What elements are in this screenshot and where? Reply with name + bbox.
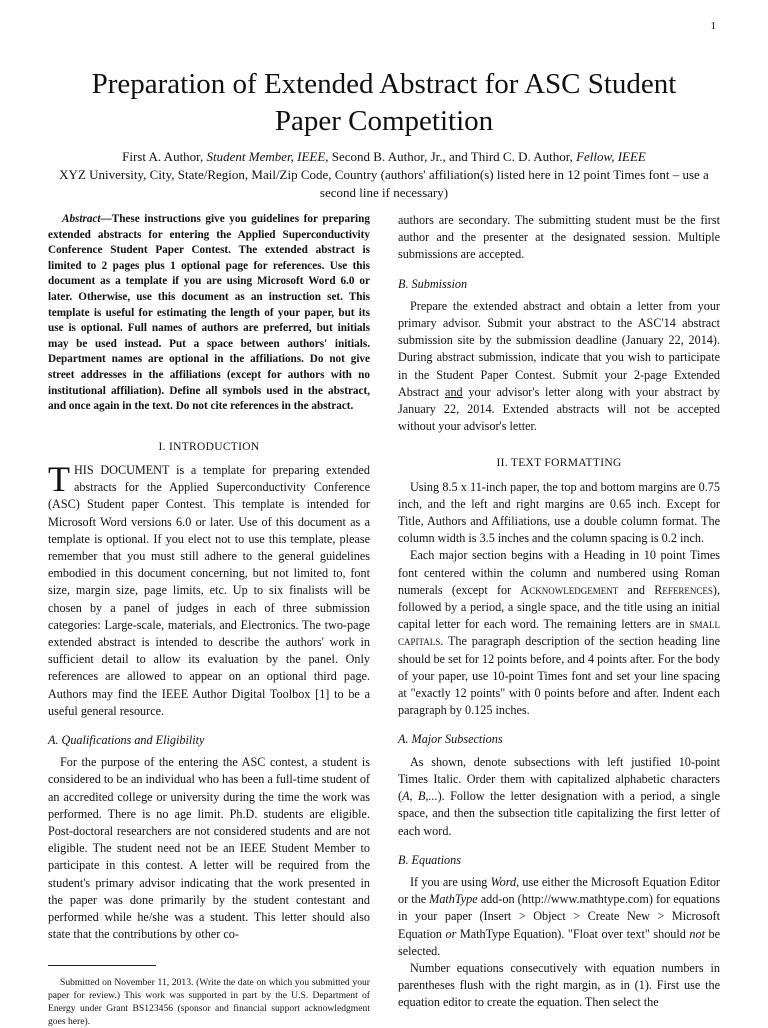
author-2-3: Second B. Author, Jr., and Third C. D. Author, <box>328 149 577 164</box>
left-column <box>48 212 370 1028</box>
intro-paragraph <box>48 458 370 720</box>
page-number: 1 <box>710 20 716 32</box>
intro-lead-caps: HIS DOCUMENT <box>74 462 170 477</box>
author-affiliation: XYZ University, City, State/Region, Mail/Zip Code, Country (authors' affiliation(s) listed here in 12 point Times font – use a second line if necessary) <box>59 167 709 200</box>
abstract <box>48 212 370 415</box>
footnote: Submitted on November 11, 2013. (Write the date on which you submitted your paper for review.) This work was supported in part by the U.S. Department of Energy under Grant BS123456 (sponsor and financial support acknowledgment goes here). <box>48 977 370 1028</box>
paper-title <box>60 66 708 140</box>
section-heading-text-formatting: II. TEXT FORMATTING <box>496 457 622 470</box>
underlined-and: and <box>445 384 463 399</box>
abstract-body: —These instructions give you guidelines for preparing extended abstracts for entering the Applied Superconductivity Conference Student Paper Contest. The extended abstract is limited to 2 pages plus 1 optional page for references. Use this document as a template if you are using Microsoft Word 6.0 or later. Otherwise, use this document as an instruction set. This template is useful for estimating the length of your paper, but its use is optional. Full names of authors are preferred, but initials may be used instead. Put a space between authors' initials. Department names are optional in the affiliations. Do not give street addresses in the affiliations (except for authors with no institutional affiliation). Define all symbols used in the abstract, and once again in the text. Do not cite references in the abstract. <box>48 213 370 413</box>
author-3-role: Fellow, IEEE <box>576 149 646 164</box>
equations-paragraph-2: Number equations consecutively with equation numbers in parentheses flush with the right margin, as in (1). First use the equation editor to create the equation. Then select the <box>398 960 720 1010</box>
qualifications-continued: authors are secondary. The submitting student must be the first author and the presenter at the designated session. Multiple submissions are accepted. <box>398 213 720 262</box>
title-line-2: Paper Competition <box>274 105 494 137</box>
right-column <box>398 212 720 1012</box>
author-1: First A. Author, <box>122 149 207 164</box>
subsection-heading-submission: B. Submission <box>398 276 468 291</box>
equations-paragraph-1: If you are using Word, use either the Microsoft Equation Editor or the MathType add-on (http://www.mathtype.com) for equations in your paper (Insert > Object > Create New > Microsoft Equation or MathType Equation). "Float over text" should not be selected. <box>398 874 720 958</box>
title-line-1: Preparation of Extended Abstract for ASC Student <box>91 68 677 100</box>
qualifications-paragraph: For the purpose of the entering the ASC contest, a student is considered to be an individual who has been a full-time student of an accredited college or university during the time the work was performed. There is no age limit. Ph.D. students are eligible. Post-doctoral researchers are not considered students and are not eligible. The student need not be an IEEE Student Member to participate in this contest. A letter will be required from the student's primary advisor indicating that the work presented in the paper was done primarily by the student contestant and performed while he/she was a student. This letter should also state that the contributions by other co- <box>48 755 370 942</box>
subsection-heading-qualifications: A. Qualifications and Eligibility <box>48 732 205 747</box>
abstract-lead: Abstract <box>62 213 101 225</box>
formatting-paragraph-2: Each major section begins with a Heading in 10 point Times font centered within the column and numbered using Roman numerals (except for Acknowledgement and References), followed by a period, a single space, and the title using an initial capital letter for each word. The remaining letters are in small capitals. The paragraph description of the section heading line should be set for 12 points before, and 4 points after. For the body of your paper, use 10-point Times font and set your line spacing at "exactly 12 points" with 0 points before and after. Indent each paragraph by 0.125 inches. <box>398 548 720 718</box>
subsection-heading-major-subsections: A. Major Subsections <box>398 732 503 747</box>
author-block <box>56 148 712 202</box>
footnote-rule <box>48 965 156 966</box>
section-heading-introduction: I. INTRODUCTION <box>158 440 260 453</box>
major-subsections-paragraph: As shown, denote subsections with left justified 10-point Times Italic. Order them with capitalized alphabetic characters (A, B,...). Follow the letter designation with a period, a single space, and then the subsection title capitalizing the first letter of each word. <box>398 754 721 838</box>
author-1-role: Student Member, IEEE, <box>206 149 329 164</box>
formatting-paragraph-1: Using 8.5 x 11-inch paper, the top and bottom margins are 0.75 inch, and the left and right margins are 0.65 inch. Except for Title, Authors and Affiliations, use a double column format. The column width is 3.5 inches and the column spacing is 0.2 inch. <box>398 479 720 546</box>
intro-body: is a template for preparing extended abstracts for the Applied Superconductivity Conference (ASC) Student paper Contest. This template is intended for Microsoft Word versions 6.0 or later. Use of this document as a template is optional. If you elect not to use this template, please remember that you must still adhere to the general guidelines embodied in this document concerning, but not limited to, font size, margin size, page limits, etc. Up to six finalists will be chosen by a panel of judges in each of three submission categories: Large-scale, materials, and Electronics. The two-page extended abstract is intended to describe the authors' work in sufficient detail to allow its evaluation by the panel. Only references are allowed to appear on an optional third page. Authors may find the IEEE Author Digital Toolbox [1] to be a useful general resource. <box>48 462 370 718</box>
drop-cap: T <box>48 458 70 499</box>
submission-paragraph: Prepare the extended abstract and obtain a letter from your primary advisor. Submit your abstract to the ASC'14 abstract submission site by the submission deadline (January 22, 2014). During abstract submission, indicate that you wish to participate in the Student Paper Contest. Submit your 2-page Extended Abstract and your advisor's letter along with your abstract by January 22, 2014. Extended abstracts will not be accepted without your advisor's letter. <box>398 298 721 434</box>
author-names <box>56 148 712 166</box>
subsection-heading-equations: B. Equations <box>398 852 461 867</box>
